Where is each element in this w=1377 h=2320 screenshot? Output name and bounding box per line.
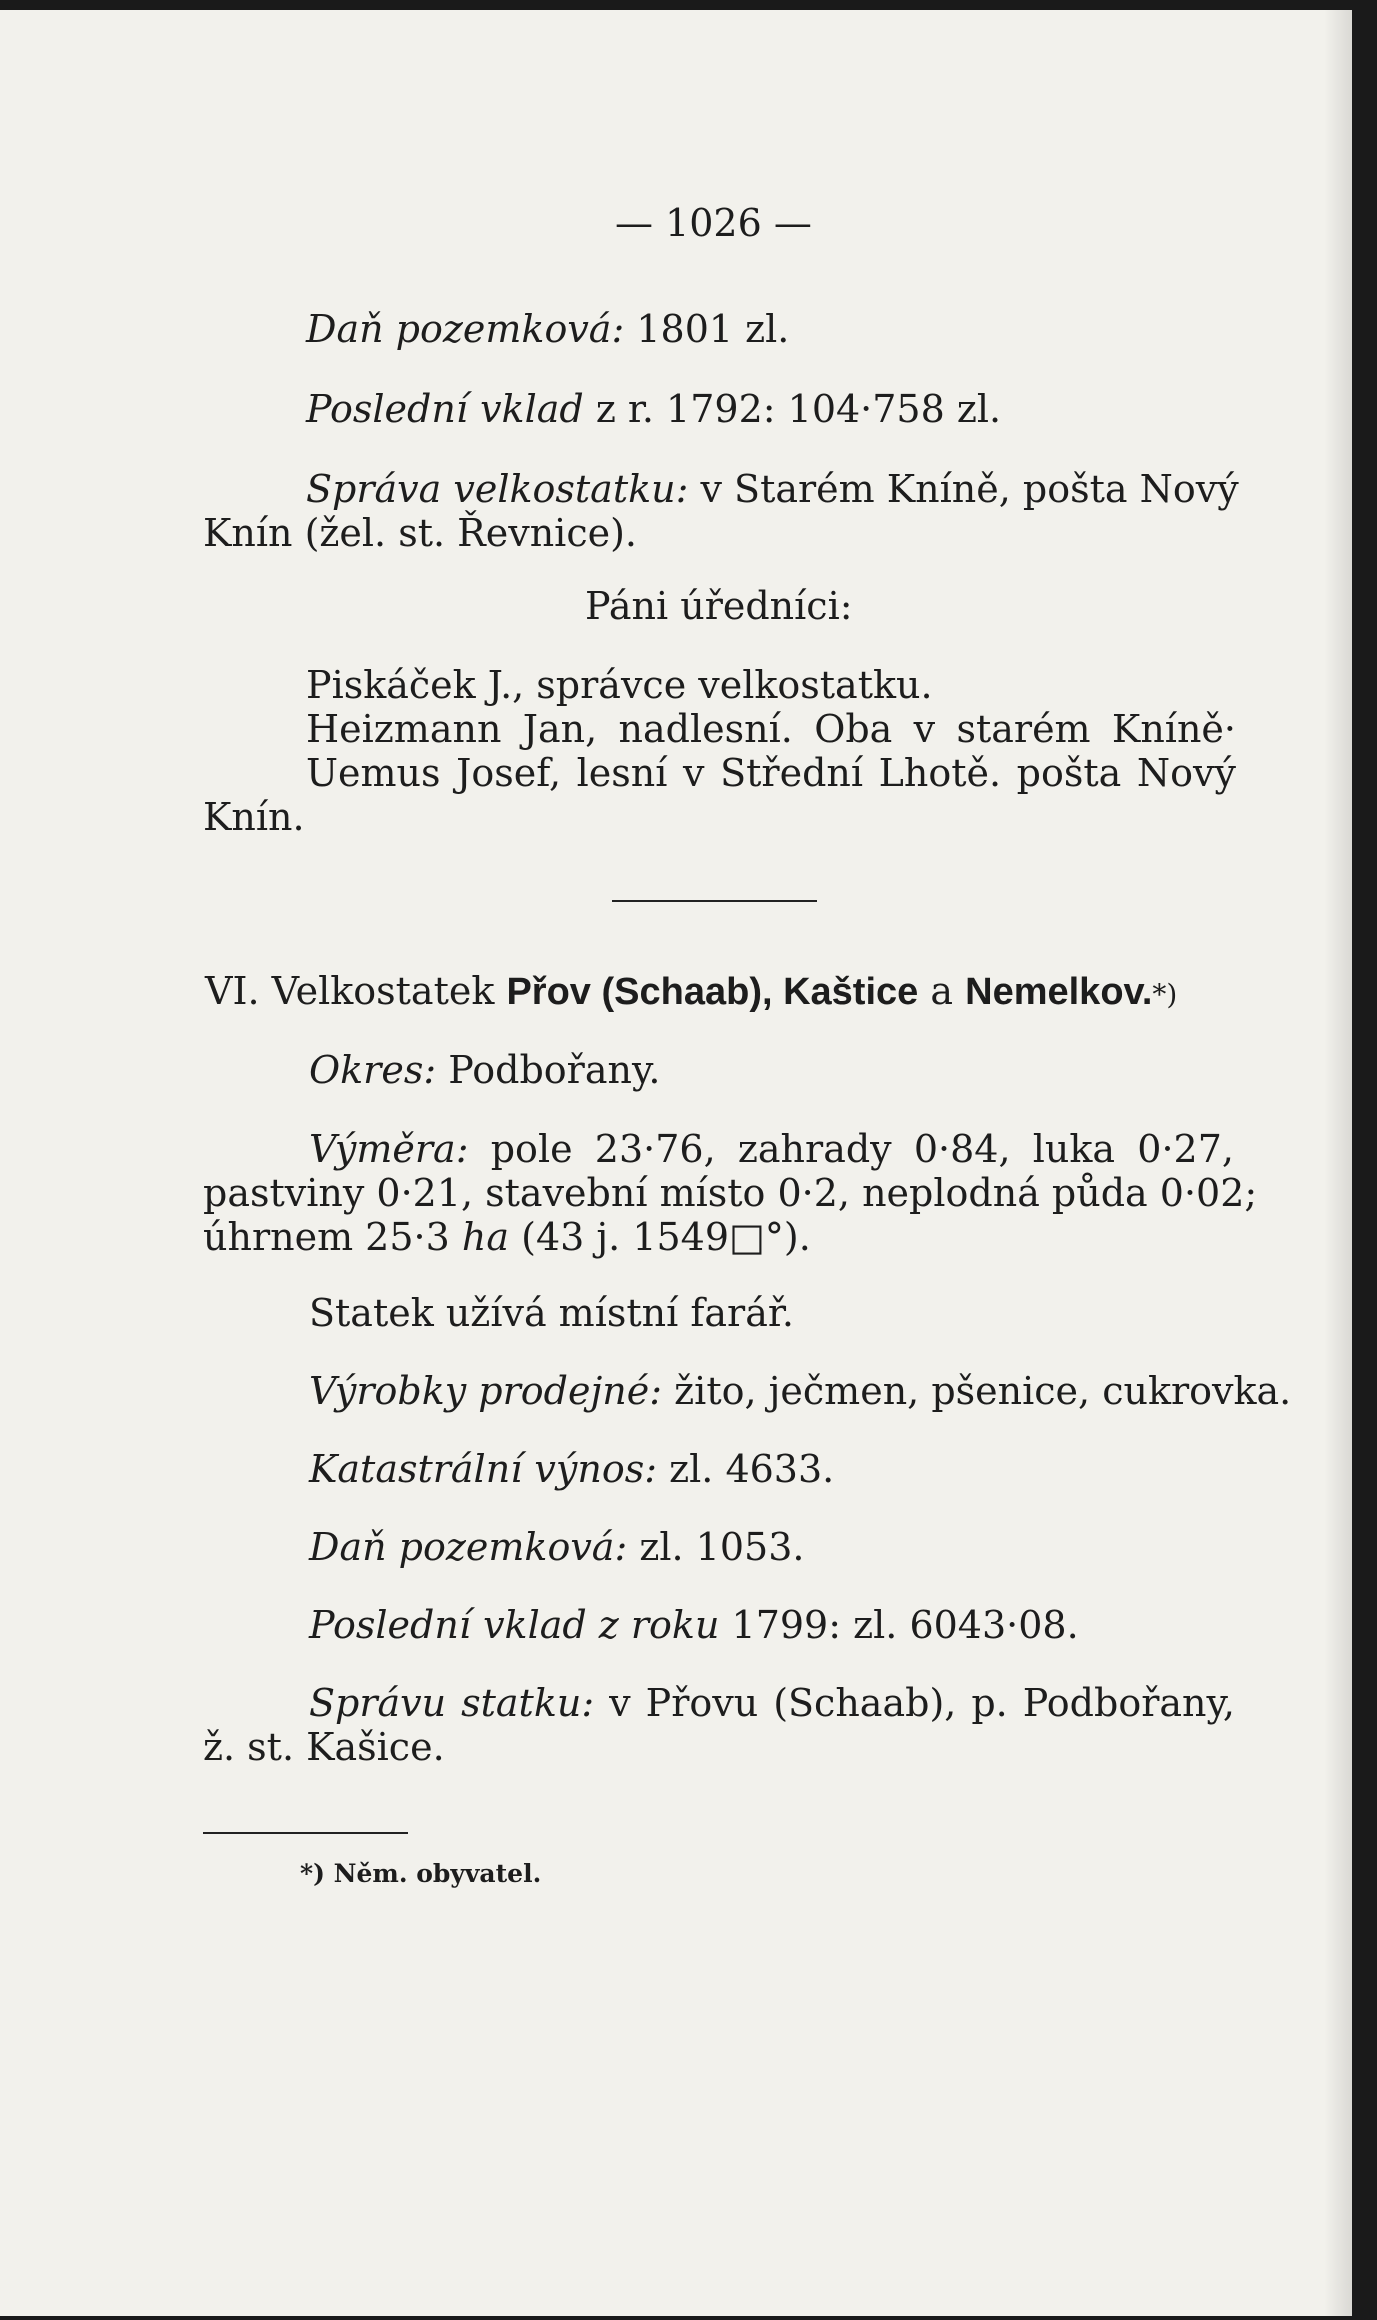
- area-label: Výměra:: [309, 1127, 469, 1171]
- last-deposit-value-2: 1799: zl. 6043·08.: [731, 1603, 1079, 1647]
- administration-label: Správa velkostatku:: [306, 467, 689, 511]
- officials-heading: Páni úředníci:: [585, 584, 853, 628]
- officials-line1: Piskáček J., správce velkostatku.: [306, 663, 933, 707]
- section-footnote-mark: *): [1152, 978, 1178, 1011]
- administration-value-line1: v Starém Kníně, pošta Nový: [700, 467, 1239, 511]
- cadastral-yield-entry: [309, 1446, 834, 1492]
- estate-administration-label: Správu statku:: [309, 1681, 595, 1725]
- estate-administration-value-line2: ž. st. Kašice.: [203, 1725, 445, 1769]
- district-entry: [309, 1047, 660, 1093]
- document-page: [0, 10, 1352, 2316]
- administration-entry: [306, 466, 1239, 512]
- administration-value-line2: Knín (žel. st. Řevnice).: [203, 511, 638, 555]
- officials-line4: Knín.: [203, 795, 305, 839]
- area-entry: [309, 1126, 1234, 1172]
- last-deposit-label-2: Poslední vklad z roku: [309, 1603, 720, 1647]
- products-value: žito, ječmen, pšenice, cukrovka.: [674, 1369, 1292, 1413]
- products-entry: [309, 1368, 1291, 1414]
- section-heading: [205, 968, 1177, 1018]
- officials-line3: Uemus Josef, lesní v Střední Lhotě. pošta Nový: [306, 751, 1236, 795]
- tax-label: Daň pozemková:: [306, 307, 625, 351]
- area-value-line1: pole 23·76, zahrady 0·84, luka 0·27,: [490, 1127, 1234, 1171]
- estate-usage-text: Statek užívá místní farář.: [309, 1291, 794, 1335]
- section-number: VI.: [205, 969, 260, 1013]
- land-tax-entry: [309, 1524, 804, 1570]
- area-value-line3: [203, 1214, 811, 1260]
- area-value-line2: pastviny 0·21, stavební místo 0·2, neplodná půda 0·02;: [203, 1171, 1258, 1215]
- cadastral-yield-value: zl. 4633.: [669, 1447, 835, 1491]
- footnote: *) Něm. obyvatel.: [300, 1859, 542, 1888]
- area-total-conversion: (43 j. 1549□°).: [521, 1215, 811, 1259]
- land-tax-value: zl. 1053.: [639, 1525, 805, 1569]
- page-number: — 1026 —: [615, 201, 812, 245]
- products-label: Výrobky prodejné:: [309, 1369, 663, 1413]
- estate-administration-value-line1: v Přovu (Schaab), p. Podbořany,: [609, 1681, 1235, 1725]
- officials-line2: Heizmann Jan, nadlesní. Oba v starém Kníně·: [306, 707, 1236, 751]
- last-deposit-entry-2: [309, 1602, 1079, 1648]
- tax-entry: [306, 306, 789, 352]
- section-and: a: [930, 969, 954, 1013]
- footnote-divider: [203, 1832, 408, 1834]
- page-edge-shadow: [1324, 10, 1352, 2316]
- land-tax-label: Daň pozemková:: [309, 1525, 628, 1569]
- district-label: Okres:: [309, 1048, 437, 1092]
- section-last-name: Nemelkov.: [965, 971, 1153, 1013]
- area-total: úhrnem 25·3: [203, 1215, 450, 1259]
- last-deposit-value: z r. 1792: 104·758 zl.: [595, 387, 1002, 431]
- tax-value: 1801 zl.: [636, 307, 790, 351]
- section-names: Přov (Schaab), Kaštice: [506, 971, 919, 1013]
- cadastral-yield-label: Katastrální výnos:: [309, 1447, 658, 1491]
- last-deposit-label: Poslední vklad: [306, 387, 584, 431]
- area-unit: ha: [461, 1215, 510, 1259]
- district-value: Podbořany.: [448, 1048, 661, 1092]
- section-divider: [612, 900, 817, 902]
- last-deposit-entry: [306, 386, 1001, 432]
- estate-administration-entry: [309, 1680, 1235, 1726]
- section-prefix: Velkostatek: [271, 969, 495, 1013]
